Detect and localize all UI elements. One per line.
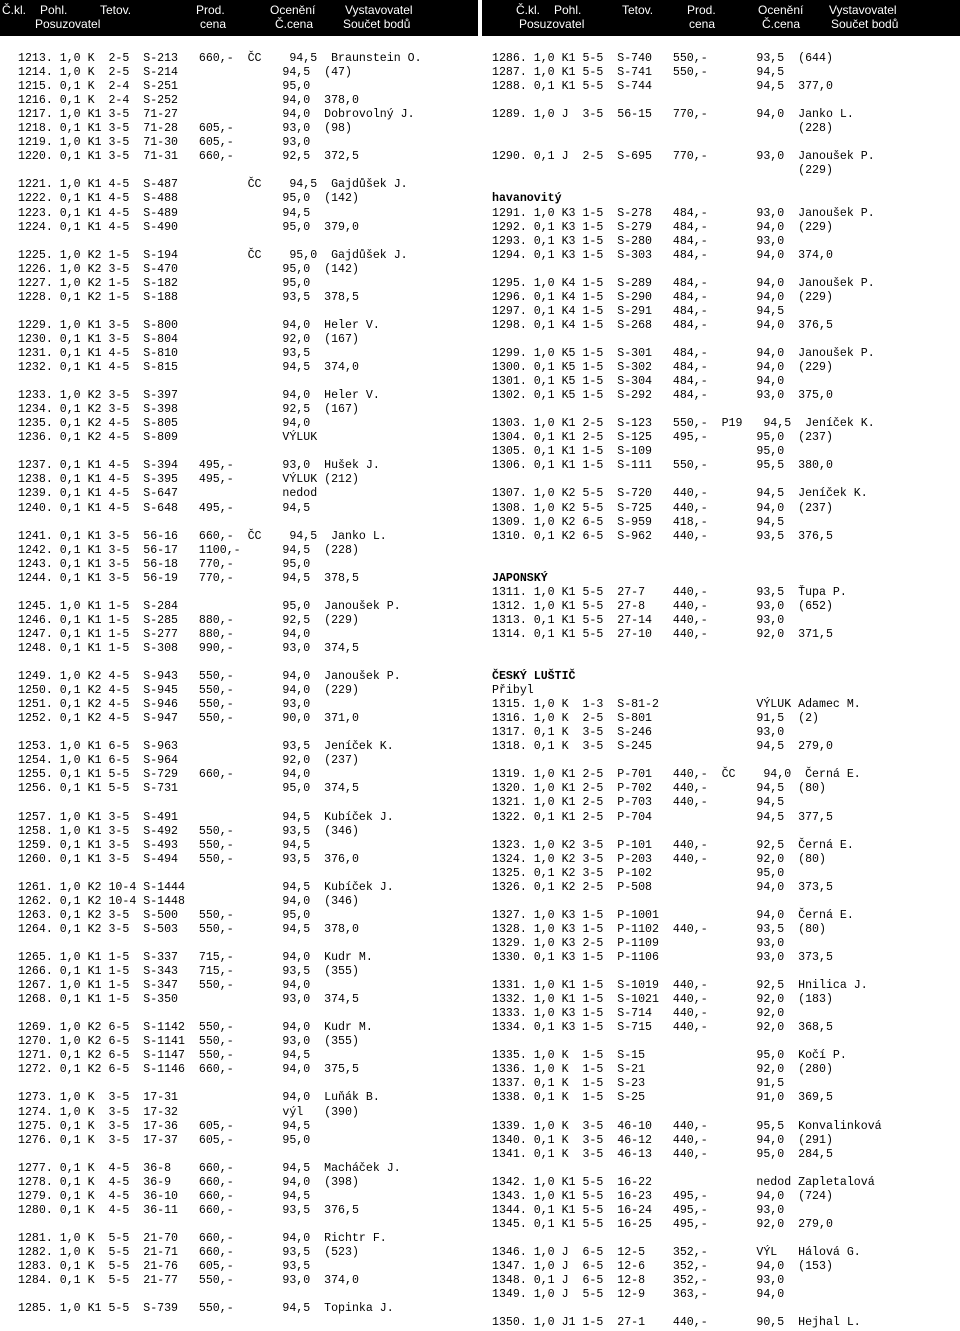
entry-line: 1248. 0,1 K1 1-5 S-308 990,- 93,0 374,5	[18, 641, 359, 655]
section-heading: havanovitý	[492, 192, 562, 206]
entry-line: 1214. 1,0 K 2-5 S-214 94,5 (47)	[18, 66, 352, 80]
header-col-tetovani: Tetov.	[100, 3, 132, 17]
entry-line: 1282. 1,0 K 5-5 21-71 660,- 93,5 (523)	[18, 1245, 359, 1259]
entry-line: 1231. 0,1 K1 4-5 S-810 93,5	[18, 346, 311, 360]
entry-line: 1295. 1,0 K4 1-5 S-289 484,- 94,0 Janoušek P.	[492, 276, 875, 290]
entry-line: 1266. 0,1 K1 1-5 S-343 715,- 93,5 (355)	[18, 965, 359, 979]
table-header-left	[0, 0, 478, 36]
entry-line: 1320. 1,0 K1 2-5 P-702 440,- 94,5 (80)	[492, 782, 826, 796]
header-col-pohlavi: Pohl.	[554, 3, 582, 17]
entry-line: 1342. 1,0 K1 5-5 16-22 nedod Zapletalová	[492, 1175, 875, 1189]
entry-line: 1236. 0,1 K2 4-5 S-809 VÝLUK	[18, 431, 318, 445]
entry-line: 1283. 0,1 K 5-5 21-76 605,- 93,5	[18, 1260, 311, 1274]
entry-line: 1249. 1,0 K2 4-5 S-943 550,- 94,0 Janoušek P.	[18, 670, 401, 684]
section-heading: JAPONSKÝ	[492, 571, 548, 585]
blank-line	[492, 1035, 882, 1049]
blank-line	[492, 263, 882, 277]
blank-line	[18, 586, 422, 600]
entry-line: 1292. 0,1 K3 1-5 S-279 484,- 94,0 (229)	[492, 220, 833, 234]
entry-line: 1260. 0,1 K1 3-5 S-494 550,- 93,5 376,0	[18, 852, 359, 866]
entry-line: 1311. 1,0 K1 5-5 27-7 440,- 93,5 Ťupa P.	[492, 585, 847, 599]
entry-line: 1338. 0,1 K 1-5 S-25 91,0 369,5	[492, 1091, 833, 1105]
blank-line	[492, 1106, 882, 1120]
entry-line: 1332. 1,0 K1 1-5 S-1021 440,- 92,0 (183)	[492, 993, 833, 1007]
entry-line: 1285. 1,0 K1 5-5 S-739 550,- 94,5 Topinka J.	[18, 1302, 394, 1316]
entry-line: 1234. 0,1 K2 3-5 S-398 92,5 (167)	[18, 403, 359, 417]
entry-line: 1244. 0,1 K1 3-5 56-19 770,- 94,5 378,5	[18, 571, 359, 585]
entry-line: 1270. 1,0 K2 6-5 S-1141 550,- 93,0 (355)	[18, 1035, 359, 1049]
entry-line: 1336. 1,0 K 1-5 S-21 92,0 (280)	[492, 1063, 833, 1077]
entry-line: 1315. 1,0 K 1-3 S-81-2 VÝLUK Adamec M.	[492, 698, 861, 712]
entry-line: 1217. 1,0 K1 3-5 71-27 94,0 Dobrovolný J.	[18, 108, 415, 122]
entry-line: 1225. 1,0 K2 1-5 S-194 ČC 95,0 Gajdůšek J.	[18, 248, 408, 262]
entry-line: 1310. 0,1 K2 6-5 S-962 440,- 93,5 376,5	[492, 529, 833, 543]
listing-column-right	[492, 52, 882, 1330]
entry-line: 1275. 0,1 K 3-5 17-36 605,- 94,5	[18, 1119, 311, 1133]
entry-line: 1258. 1,0 K1 3-5 S-492 550,- 93,5 (346)	[18, 824, 359, 838]
entry-line: 1252. 0,1 K2 4-5 S-947 550,- 90,0 371,0	[18, 712, 359, 726]
entry-line: 1302. 0,1 K5 1-5 S-292 484,- 93,0 375,0	[492, 389, 833, 403]
blank-line	[492, 1302, 882, 1316]
entry-line: 1345. 0,1 K1 5-5 16-25 495,- 92,0 279,0	[492, 1217, 833, 1231]
blank-line	[492, 825, 882, 839]
header-col-soucet-bodu: Součet bodů	[343, 17, 411, 31]
blank-line	[492, 642, 882, 656]
header-col-vystavovatel: Vystavovatel	[345, 3, 413, 17]
entry-line: 1334. 0,1 K3 1-5 S-715 440,- 92,0 368,5	[492, 1021, 833, 1035]
entry-line: 1254. 1,0 K1 6-5 S-964 92,0 (237)	[18, 754, 359, 768]
blank-line	[492, 895, 882, 909]
entry-line: 1287. 1,0 K1 5-5 S-741 550,- 94,5	[492, 66, 785, 80]
header-col-cislo: Č.kl.	[516, 3, 540, 17]
entry-line: 1215. 0,1 K 2-4 S-251 95,0	[18, 80, 311, 94]
entry-line: 1293. 0,1 K3 1-5 S-280 484,- 93,0	[492, 234, 785, 248]
table-header-right	[482, 0, 960, 36]
entry-line: 1344. 0,1 K1 5-5 16-24 495,- 93,0	[492, 1203, 785, 1217]
blank-line	[18, 1077, 422, 1091]
entry-line: 1327. 1,0 K3 1-5 P-1001 94,0 Černá E.	[492, 908, 854, 922]
entry-line: 1304. 0,1 K1 2-5 S-125 495,- 95,0 (237)	[492, 431, 833, 445]
entry-line: 1262. 0,1 K2 10-4 S-1448 94,0 (346)	[18, 894, 359, 908]
entry-line: 1220. 0,1 K1 3-5 71-31 660,- 92,5 372,5	[18, 150, 359, 164]
entry-line: 1268. 0,1 K1 1-5 S-350 93,0 374,5	[18, 993, 359, 1007]
entry-line: 1280. 0,1 K 4-5 36-11 660,- 93,5 376,5	[18, 1203, 359, 1217]
entry-line: 1276. 0,1 K 3-5 17-37 605,- 95,0	[18, 1133, 311, 1147]
entry-line: 1213. 1,0 K 2-5 S-213 660,- ČC 94,5 Braunstein O.	[18, 52, 422, 65]
entry-line: 1331. 1,0 K1 1-5 S-1019 440,- 92,5 Hnilica J.	[492, 979, 868, 993]
entry-line: 1272. 0,1 K2 6-5 S-1146 660,- 94,0 375,5	[18, 1063, 359, 1077]
entry-line: 1291. 1,0 K3 1-5 S-278 484,- 93,0 Janoušek P.	[492, 206, 875, 220]
entry-line: 1290. 0,1 J 2-5 S-695 770,- 93,0 Janoušek P.	[492, 150, 875, 164]
blank-line	[18, 1218, 422, 1232]
blank-line	[492, 965, 882, 979]
entry-line: 1309. 1,0 K2 6-5 S-959 418,- 94,5	[492, 515, 785, 529]
entry-line: 1227. 1,0 K2 1-5 S-182 95,0	[18, 276, 311, 290]
entry-line: 1349. 1,0 J 5-5 12-9 363,- 94,0	[492, 1288, 785, 1302]
entry-line: 1318. 0,1 K 3-5 S-245 94,5 279,0	[492, 740, 833, 754]
entry-line: 1343. 1,0 K1 5-5 16-23 495,- 94,0 (724)	[492, 1189, 833, 1203]
entry-line: 1297. 0,1 K4 1-5 S-291 484,- 94,5	[492, 304, 785, 318]
blank-line	[18, 305, 422, 319]
entry-line: 1250. 0,1 K2 4-5 S-945 550,- 94,0 (229)	[18, 684, 359, 698]
blank-line	[18, 656, 422, 670]
blank-line	[18, 937, 422, 951]
blank-line	[18, 1007, 422, 1021]
blank-line	[18, 796, 422, 810]
entry-line: 1278. 0,1 K 4-5 36-9 660,- 94,0 (398)	[18, 1175, 359, 1189]
blank-line	[492, 333, 882, 347]
entry-line: 1303. 1,0 K1 2-5 S-123 550,- P19 94,5 Jeníček K.	[492, 417, 875, 431]
header-col-prodejni: Prod.	[196, 3, 225, 17]
blank-line	[18, 1288, 422, 1302]
entry-line: 1325. 0,1 K2 3-5 P-102 95,0	[492, 866, 785, 880]
entry-line: 1253. 1,0 K1 6-5 S-963 93,5 Jeníček K.	[18, 740, 394, 754]
entry-line: 1245. 1,0 K1 1-5 S-284 95,0 Janoušek P.	[18, 599, 401, 613]
entry-line: 1267. 1,0 K1 1-5 S-347 550,- 94,0	[18, 979, 311, 993]
entry-line: 1264. 0,1 K2 3-5 S-503 550,- 94,5 378,0	[18, 922, 359, 936]
blank-line	[18, 1148, 422, 1162]
header-col-c-cena: Č.cena	[762, 17, 801, 31]
entry-line: 1218. 0,1 K1 3-5 71-28 605,- 93,0 (98)	[18, 122, 352, 136]
entry-line: 1273. 1,0 K 3-5 17-31 94,0 Luňák B.	[18, 1091, 380, 1105]
entry-line: 1296. 0,1 K4 1-5 S-290 484,- 94,0 (229)	[492, 290, 833, 304]
entry-line: 1328. 1,0 K3 1-5 P-1102 440,- 93,5 (80)	[492, 922, 826, 936]
entry-line: 1237. 0,1 K1 4-5 S-394 495,- 93,0 Hušek J.	[18, 459, 380, 473]
entry-line: 1224. 0,1 K1 4-5 S-490 95,0 379,0	[18, 220, 359, 234]
entry-line: 1274. 1,0 K 3-5 17-32 výl (390)	[18, 1105, 359, 1119]
entry-line: 1350. 1,0 J1 1-5 27-1 440,- 90,5 Hejhal L.	[492, 1316, 861, 1330]
header-col-oceneni: Ocenění	[270, 3, 316, 17]
entry-line: 1340. 0,1 K 3-5 46-12 440,- 94,0 (291)	[492, 1133, 833, 1147]
blank-line	[492, 544, 882, 558]
entry-line: 1314. 0,1 K1 5-5 27-10 440,- 92,0 371,5	[492, 627, 833, 641]
blank-line	[18, 375, 422, 389]
entry-line: 1313. 0,1 K1 5-5 27-14 440,- 93,0	[492, 613, 785, 627]
entry-line: 1228. 0,1 K2 1-5 S-188 93,5 378,5	[18, 290, 359, 304]
entry-line: 1251. 0,1 K2 4-5 S-946 550,- 93,0	[18, 698, 311, 712]
entry-line: 1277. 0,1 K 4-5 36-8 660,- 94,5 Macháček J.	[18, 1161, 401, 1175]
entry-line: 1322. 0,1 K1 2-5 P-704 94,5 377,5	[492, 810, 833, 824]
entry-line: 1284. 0,1 K 5-5 21-77 550,- 93,0 374,0	[18, 1274, 359, 1288]
entry-line: 1316. 1,0 K 2-5 S-801 91,5 (2)	[492, 712, 819, 726]
entry-line: 1306. 0,1 K1 1-5 S-111 550,- 95,5 380,0	[492, 459, 833, 473]
blank-line	[492, 178, 882, 192]
blank-line	[492, 656, 882, 670]
entry-line: 1307. 1,0 K2 5-5 S-720 440,- 94,5 Jeníček K.	[492, 487, 868, 501]
entry-line: 1235. 0,1 K2 4-5 S-805 94,0	[18, 417, 311, 431]
entry-line: 1337. 0,1 K 1-5 S-23 91,5	[492, 1077, 785, 1091]
entry-line: 1323. 1,0 K2 3-5 P-101 440,- 92,5 Černá E.	[492, 838, 854, 852]
blank-line	[492, 136, 882, 150]
entry-line: 1286. 1,0 K1 5-5 S-740 550,- 93,5 (644)	[492, 52, 833, 65]
blank-line	[18, 445, 422, 459]
entry-line: 1261. 1,0 K2 10-4 S-1444 94,5 Kubíček J.	[18, 880, 394, 894]
header-col-oceneni: Ocenění	[758, 3, 804, 17]
entry-line: 1288. 0,1 K1 5-5 S-744 94,5 377,0	[492, 80, 833, 94]
header-col-pohlavi: Pohl.	[40, 3, 68, 17]
entry-line: 1219. 1,0 K1 3-5 71-30 605,- 93,0	[18, 136, 311, 150]
blank-line	[492, 754, 882, 768]
entry-line: 1232. 0,1 K1 4-5 S-815 94,5 374,0	[18, 361, 359, 375]
listing-column-left	[18, 52, 422, 1316]
entry-line: 1271. 0,1 K2 6-5 S-1147 550,- 94,5	[18, 1049, 311, 1063]
entry-line: 1233. 1,0 K2 3-5 S-397 94,0 Heler V.	[18, 389, 380, 403]
entry-line: 1347. 1,0 J 6-5 12-6 352,- 94,0 (153)	[492, 1260, 833, 1274]
header-col-posuzovatel: Posuzovatel	[35, 17, 101, 31]
entry-line: 1305. 0,1 K1 1-5 S-109 95,0	[492, 445, 785, 459]
header-col-cena: cena	[689, 17, 716, 31]
entry-line: 1319. 1,0 K1 2-5 P-701 440,- ČC 94,0 Černá E.	[492, 768, 861, 782]
blank-line	[492, 1162, 882, 1176]
entry-line: 1257. 1,0 K1 3-5 S-491 94,5 Kubíček J.	[18, 810, 394, 824]
entry-line: 1242. 0,1 K1 3-5 56-17 1100,- 94,5 (228)	[18, 543, 359, 557]
entry-line: 1326. 0,1 K2 2-5 P-508 94,0 373,5	[492, 880, 833, 894]
blank-line	[492, 403, 882, 417]
entry-line: 1259. 0,1 K1 3-5 S-493 550,- 94,5	[18, 838, 311, 852]
entry-line: 1299. 1,0 K5 1-5 S-301 484,- 94,0 Janoušek P.	[492, 346, 875, 360]
entry-line: 1241. 0,1 K1 3-5 56-16 660,- ČC 94,5 Janko L.	[18, 529, 387, 543]
entry-line: 1255. 0,1 K1 5-5 S-729 660,- 94,0	[18, 768, 311, 782]
entry-line: 1333. 1,0 K3 1-5 S-714 440,- 92,0	[492, 1007, 785, 1021]
header-col-prodejni: Prod.	[687, 3, 716, 17]
header-col-vystavovatel: Vystavovatel	[829, 3, 897, 17]
entry-line: 1246. 0,1 K1 1-5 S-285 880,- 92,5 (229)	[18, 613, 359, 627]
blank-line	[492, 473, 882, 487]
entry-line: 1317. 0,1 K 3-5 S-246 93,0	[492, 726, 785, 740]
entry-line: 1269. 1,0 K2 6-5 S-1142 550,- 94,0 Kudr M.	[18, 1021, 373, 1035]
entry-line: 1339. 1,0 K 3-5 46-10 440,- 95,5 Konvalinková	[492, 1119, 882, 1133]
blank-line	[492, 94, 882, 108]
entry-line: 1281. 1,0 K 5-5 21-70 660,- 94,0 Richtr F.	[18, 1231, 387, 1245]
entry-line: 1298. 0,1 K4 1-5 S-268 484,- 94,0 376,5	[492, 318, 833, 332]
blank-line	[492, 558, 882, 572]
entry-line: 1346. 1,0 J 6-5 12-5 352,- VÝL Hálová G.	[492, 1245, 861, 1259]
entry-line: 1329. 1,0 K3 2-5 P-1109 93,0	[492, 936, 785, 950]
entry-line: 1256. 0,1 K1 5-5 S-731 95,0 374,5	[18, 782, 359, 796]
entry-line: 1247. 0,1 K1 1-5 S-277 880,- 94,0	[18, 627, 311, 641]
header-col-posuzovatel: Posuzovatel	[519, 17, 585, 31]
entry-line: 1324. 1,0 K2 3-5 P-203 440,- 92,0 (80)	[492, 852, 826, 866]
entry-line: 1265. 1,0 K1 1-5 S-337 715,- 94,0 Kudr M.	[18, 951, 373, 964]
entry-line: 1230. 0,1 K1 3-5 S-804 92,0 (167)	[18, 332, 359, 346]
entry-line: (228)	[492, 122, 833, 136]
entry-line: 1289. 1,0 J 3-5 56-15 770,- 94,0 Janko L.	[492, 108, 854, 122]
entry-line: 1279. 0,1 K 4-5 36-10 660,- 94,5	[18, 1189, 311, 1203]
entry-line: 1239. 0,1 K1 4-5 S-647 nedod	[18, 487, 318, 501]
entry-line: 1321. 1,0 K1 2-5 P-703 440,- 94,5	[492, 796, 785, 810]
entry-line: 1308. 1,0 K2 5-5 S-725 440,- 94,0 (237)	[492, 501, 833, 515]
entry-line: 1238. 0,1 K1 4-5 S-395 495,- VÝLUK (212)	[18, 473, 359, 487]
entry-line: 1226. 1,0 K2 3-5 S-470 95,0 (142)	[18, 262, 359, 276]
entry-line: 1330. 0,1 K3 1-5 P-1106 93,0 373,5	[492, 951, 833, 964]
entry-line: 1294. 0,1 K3 1-5 S-303 484,- 94,0 374,0	[492, 248, 833, 262]
header-col-cena: cena	[200, 17, 227, 31]
entry-line: Přibyl	[492, 684, 534, 698]
header-col-cislo: Č.kl.	[2, 3, 26, 17]
entry-line: 1348. 0,1 J 6-5 12-8 352,- 93,0	[492, 1274, 785, 1288]
entry-line: 1240. 0,1 K1 4-5 S-648 495,- 94,5	[18, 501, 311, 515]
blank-line	[18, 164, 422, 178]
entry-line: 1221. 1,0 K1 4-5 S-487 ČC 94,5 Gajdůšek J.	[18, 178, 408, 192]
header-col-soucet-bodu: Součet bodů	[831, 17, 899, 31]
section-heading: ČESKÝ LUŠTIČ	[492, 670, 576, 684]
blank-line	[18, 867, 422, 881]
header-col-tetovani: Tetov.	[622, 3, 654, 17]
entry-line: 1223. 0,1 K1 4-5 S-489 94,5	[18, 206, 311, 220]
entry-line: (229)	[492, 164, 833, 178]
blank-line	[18, 726, 422, 740]
entry-line: 1263. 0,1 K2 3-5 S-500 550,- 95,0	[18, 908, 311, 922]
entry-line: 1341. 0,1 K 3-5 46-13 440,- 95,0 284,5	[492, 1147, 833, 1161]
entry-line: 1300. 0,1 K5 1-5 S-302 484,- 94,0 (229)	[492, 361, 833, 375]
entry-line: 1222. 0,1 K1 4-5 S-488 95,0 (142)	[18, 192, 359, 206]
entry-line: 1243. 0,1 K1 3-5 56-18 770,- 95,0	[18, 557, 311, 571]
entry-line: 1335. 1,0 K 1-5 S-15 95,0 Kočí P.	[492, 1049, 847, 1063]
entry-line: 1229. 1,0 K1 3-5 S-800 94,0 Heler V.	[18, 318, 380, 332]
header-col-c-cena: Č.cena	[275, 17, 314, 31]
blank-line	[492, 1232, 882, 1246]
entry-line: 1301. 0,1 K5 1-5 S-304 484,- 94,0	[492, 375, 785, 389]
blank-line	[18, 516, 422, 530]
entry-line: 1216. 0,1 K 2-4 S-252 94,0 378,0	[18, 94, 359, 108]
entry-line: 1312. 1,0 K1 5-5 27-8 440,- 93,0 (652)	[492, 599, 833, 613]
blank-line	[18, 235, 422, 249]
